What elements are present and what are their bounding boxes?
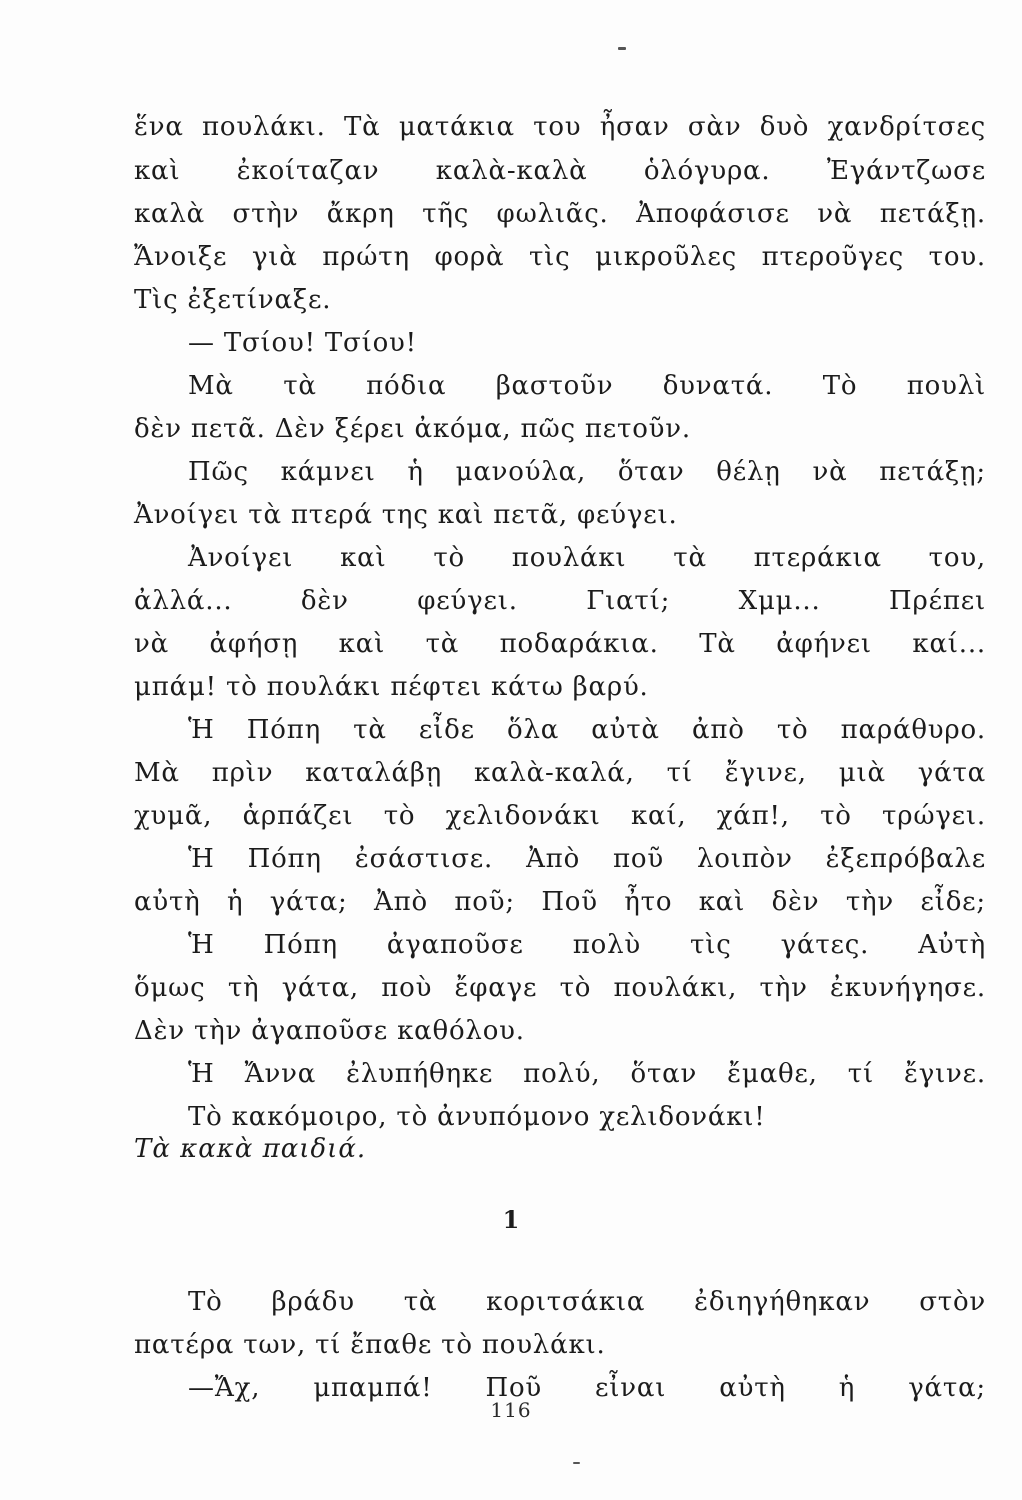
text-line: Μὰ πρὶν καταλάβῃ καλὰ-καλά, τί ἔγινε, μιὰ γάτα <box>134 758 986 788</box>
text-line: Τὸ κακόμοιρο, τὸ ἀνυπόμονο χελιδονάκι! <box>188 1102 766 1132</box>
text-line: Ἡ Πόπη τὰ εἶδε ὅλα αὐτὰ ἀπὸ τὸ παράθυρο. <box>188 715 986 745</box>
text-line: καὶ ἐκοίταζαν καλὰ-καλὰ ὁλόγυρα. Ἐγάντζωσε <box>134 156 986 186</box>
text-line: νὰ ἀφήσῃ καὶ τὰ ποδαράκια. Τὰ ἀφήνει καί... <box>134 629 986 659</box>
text-line: Ἡ Ἄννα ἐλυπήθηκε πολύ, ὅταν ἔμαθε, τί ἔγινε. <box>188 1059 986 1089</box>
print-mark <box>573 1462 580 1464</box>
text-line: δὲν πετᾶ. Δὲν ξέρει ἀκόμα, πῶς πετοῦν. <box>134 414 691 444</box>
section-number: 1 <box>502 1205 520 1234</box>
text-line: Μὰ τὰ πόδια βαστοῦν δυνατά. Τὸ πουλὶ <box>188 371 986 401</box>
print-mark <box>618 47 626 50</box>
text-line: Ἀνοίγει καὶ τὸ πουλάκι τὰ πτεράκια του, <box>188 543 986 573</box>
text-line: ἕνα πουλάκι. Τὰ ματάκια του ἦσαν σὰν δυὸ χανδρίτσες <box>134 112 986 142</box>
text-line: ὅμως τὴ γάτα, ποὺ ἔφαγε τὸ πουλάκι, τὴν ἐκυνήγησε. <box>134 973 986 1003</box>
text-line: πατέρα των, τί ἔπαθε τὸ πουλάκι. <box>134 1330 606 1360</box>
text-line: Τὶς ἐξετίναξε. <box>134 285 332 315</box>
page-number: 116 <box>490 1398 532 1422</box>
text-line: χυμᾶ, ἁρπάζει τὸ χελιδονάκι καί, χάπ!, τὸ τρώγει. <box>134 801 986 831</box>
text-line: Δὲν τὴν ἀγαποῦσε καθόλου. <box>134 1016 525 1046</box>
text-line: αὐτὴ ἡ γάτα; Ἀπὸ ποῦ; Ποῦ ἦτο καὶ δὲν τὴν εἶδε; <box>134 887 986 917</box>
text-line: Ἄνοιξε γιὰ πρώτη φορὰ τὶς μικροῦλες πτεροῦγες του. <box>134 242 986 272</box>
dialogue-line: — Τσίου! Τσίου! <box>188 328 417 358</box>
text-line: ἀλλά... δὲν φεύγει. Γιατί; Χμμ... Πρέπει <box>134 586 986 616</box>
text-line: Πῶς κάμνει ἡ μανούλα, ὅταν θέλῃ νὰ πετάξῃ; <box>188 457 986 487</box>
text-line: καλὰ στὴν ἄκρη τῆς φωλιᾶς. Ἀποφάσισε νὰ πετάξῃ. <box>134 199 986 229</box>
text-line: Ἡ Πόπη ἀγαποῦσε πολὺ τὶς γάτες. Αὐτὴ <box>188 930 986 960</box>
text-line: Ἀνοίγει τὰ πτερά της καὶ πετᾶ, φεύγει. <box>134 500 678 530</box>
text-line: μπάμ! τὸ πουλάκι πέφτει κάτω βαρύ. <box>134 672 649 702</box>
section-title: Τὰ κακὰ παιδιά. <box>134 1134 367 1164</box>
dialogue-line: —Ἄχ, μπαμπά! Ποῦ εἶναι αὐτὴ ἡ γάτα; <box>188 1373 986 1403</box>
text-line: Ἡ Πόπη ἐσάστισε. Ἀπὸ ποῦ λοιπὸν ἐξεπρόβαλε <box>188 844 986 874</box>
text-line: Τὸ βράδυ τὰ κοριτσάκια ἐδιηγήθηκαν στὸν <box>188 1287 986 1317</box>
